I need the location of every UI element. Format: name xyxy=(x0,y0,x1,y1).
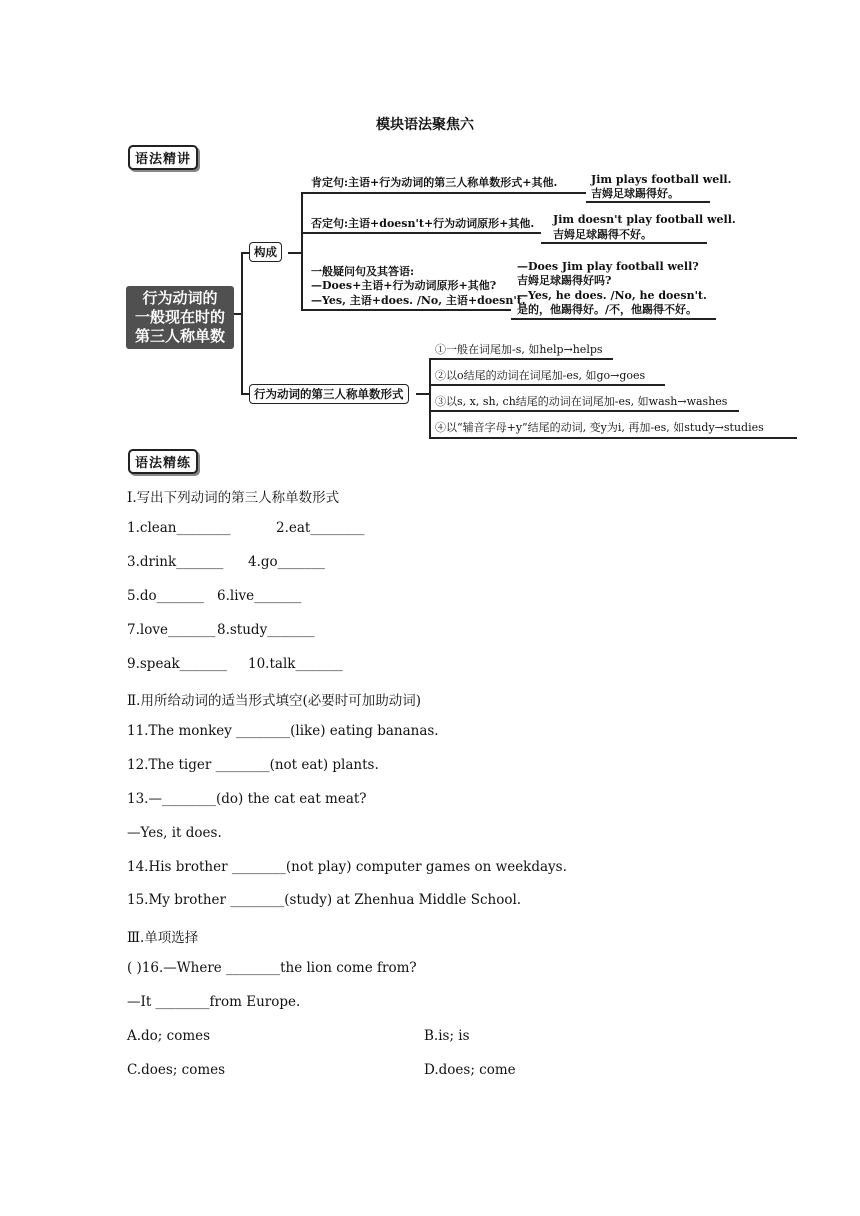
underline xyxy=(586,201,710,203)
root-line-2: 一般现在时的 xyxy=(134,308,225,326)
connector xyxy=(241,252,243,394)
branch-forms-node: 行为动词的第三人称单数形式 xyxy=(249,384,409,404)
exercise-item-15: 15.My brother ________(study) at Zhenhua Middle School. xyxy=(127,892,522,908)
negative-example-en: Jim doesn't play football well. xyxy=(553,213,736,226)
exercise-item-9: 9.speak_______ xyxy=(127,656,227,672)
practice-section-tag: 语法精练 xyxy=(128,449,198,474)
exercise-item-8: 8.study_______ xyxy=(217,622,315,638)
exercise-item-12: 12.The tiger ________(not eat) plants. xyxy=(127,757,379,773)
exercise-item-14: 14.His brother ________(not play) computer games on weekdays. xyxy=(127,859,567,875)
form-rule-3: ③以s, x, sh, ch结尾的动词在词尾加-es, 如wash→washes xyxy=(435,395,728,408)
mindmap-root-node xyxy=(126,286,234,349)
exercise-item-10: 10.talk_______ xyxy=(248,656,343,672)
exercise-item-1: 1.clean________ xyxy=(127,520,231,536)
option-d: D.does; come xyxy=(424,1062,516,1078)
affirmative-example-zh: 吉姆足球踢得好。 xyxy=(591,187,679,200)
part3-heading: Ⅲ.单项选择 xyxy=(127,930,199,946)
question-example-1: —Does Jim play football well? xyxy=(517,260,699,273)
connector xyxy=(288,252,302,254)
question-example-3: —Yes, he does. /No, he doesn't. xyxy=(517,289,707,302)
connector xyxy=(241,393,249,395)
exercise-item-4: 4.go_______ xyxy=(248,554,325,570)
question-rule-2: —Does+主语+行为动词原形+其他? xyxy=(311,279,497,292)
root-line-1: 行为动词的 xyxy=(142,289,218,307)
question-rule-3: —Yes, 主语+does. /No, 主语+doesn't. xyxy=(311,294,526,307)
exercise-item-13: 13.—________(do) the cat eat meat? xyxy=(127,791,367,807)
branch-structure-node: 构成 xyxy=(249,242,282,262)
affirmative-example-en: Jim plays football well. xyxy=(591,173,732,186)
form-rule-1: ①一般在词尾加-s, 如help→helps xyxy=(435,343,603,356)
connector xyxy=(416,393,430,395)
underline xyxy=(429,437,797,439)
form-rule-4: ④以“辅音字母+y”结尾的动词, 变y为i, 再加-es, 如study→studies xyxy=(435,421,764,434)
exercise-item-11: 11.The monkey ________(like) eating bananas. xyxy=(127,723,439,739)
part2-heading: Ⅱ.用所给动词的适当形式填空(必要时可加助动词) xyxy=(127,693,422,709)
underline xyxy=(429,358,613,360)
underline xyxy=(429,410,739,412)
exercise-item-2: 2.eat________ xyxy=(276,520,365,536)
exercise-item-16-line2: —It ________from Europe. xyxy=(127,994,301,1010)
option-b: B.is; is xyxy=(424,1028,470,1044)
option-c: C.does; comes xyxy=(127,1062,226,1078)
grammar-section-tag: 语法精讲 xyxy=(128,145,198,170)
underline xyxy=(541,242,707,244)
exercise-item-5: 5.do_______ xyxy=(127,588,204,604)
underline xyxy=(511,318,716,320)
underline xyxy=(301,192,586,194)
exercise-item-16: ( )16.—Where ________the lion come from? xyxy=(127,960,417,976)
question-rule-1: 一般疑问句及其答语: xyxy=(311,265,415,278)
negative-example-zh: 吉姆足球踢得不好。 xyxy=(553,228,652,241)
root-line-3: 第三人称单数 xyxy=(134,327,225,345)
underline xyxy=(301,232,541,234)
negative-rule: 否定句:主语+doesn't+行为动词原形+其他. xyxy=(311,217,535,230)
part1-heading: Ⅰ.写出下列动词的第三人称单数形式 xyxy=(127,490,340,506)
exercise-item-13-answer: —Yes, it does. xyxy=(127,825,222,841)
form-rule-2: ②以o结尾的动词在词尾加-es, 如go→goes xyxy=(435,369,646,382)
exercise-item-6: 6.live_______ xyxy=(217,588,302,604)
connector xyxy=(241,252,249,254)
affirmative-rule: 肯定句:主语+行为动词的第三人称单数形式+其他. xyxy=(311,176,558,189)
option-a: A.do; comes xyxy=(127,1028,211,1044)
exercise-item-3: 3.drink_______ xyxy=(127,554,224,570)
question-example-2: 吉姆足球踢得好吗? xyxy=(517,274,612,287)
question-example-4: 是的，他踢得好。/不，他踢得不好。 xyxy=(517,303,698,316)
connector xyxy=(301,192,303,310)
underline xyxy=(301,309,511,311)
connector xyxy=(429,358,431,438)
exercise-item-7: 7.love_______ xyxy=(127,622,216,638)
underline xyxy=(429,384,665,386)
page-title: 模块语法聚焦六 xyxy=(376,117,474,133)
